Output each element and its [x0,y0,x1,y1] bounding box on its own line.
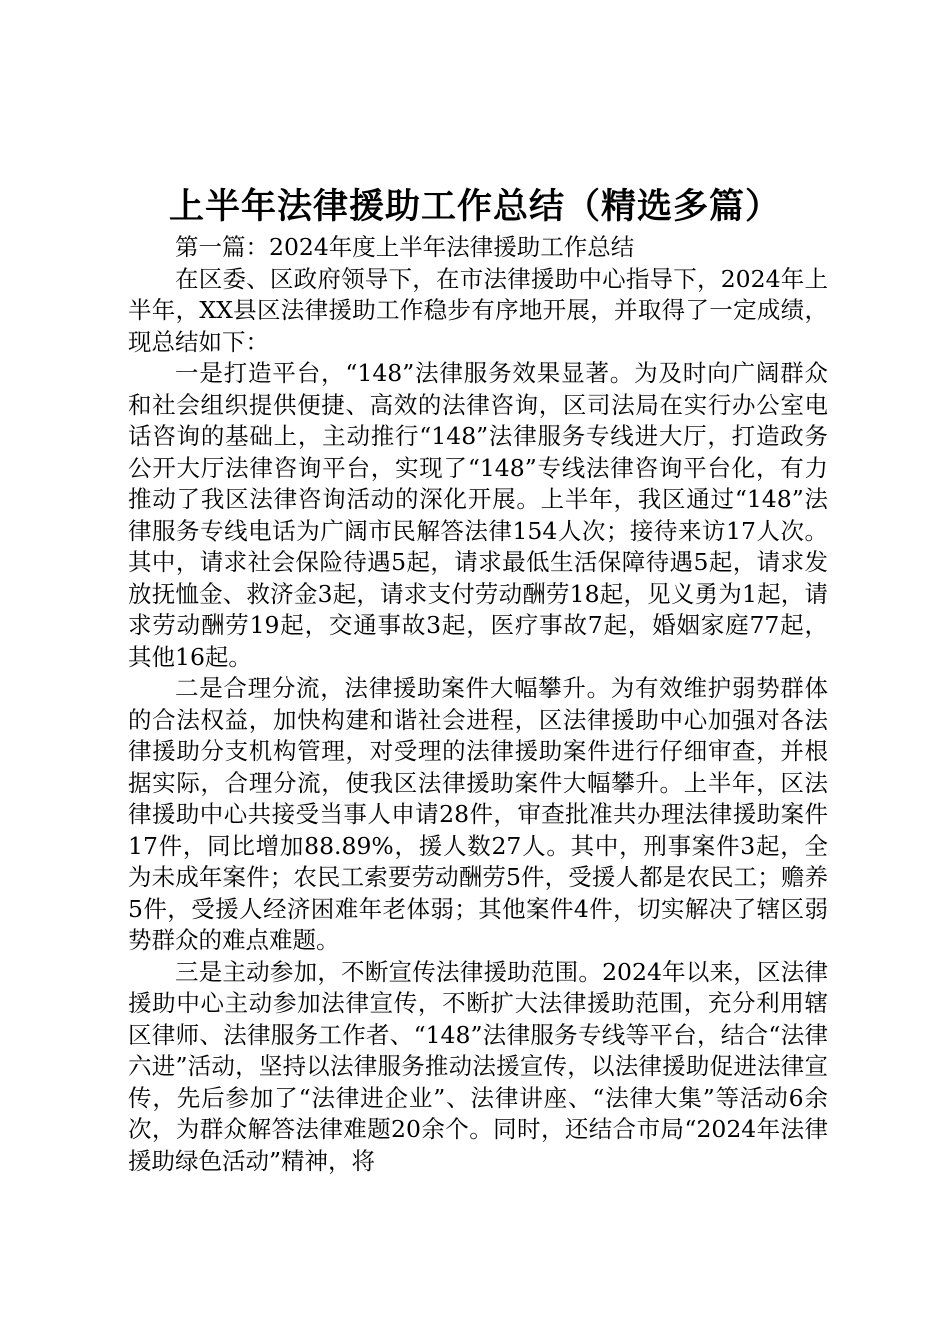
body-paragraph: 二是合理分流，法律援助案件大幅攀升。为有效维护弱势群体的合法权益，加快构建和谐社会进程，区法律援助中心加强对各法律援助分支机构管理，对受理的法律援助案件进行仔细审查，并根据实际，合理分流，使我区法律援助案件大幅攀升。上半年，区法律援助中心共接受当事人申请28件，审查批准共办理法律援助案件17件，同比增加88.89%，援人数27人。其中，刑事案件3起，全为未成年案件；农民工索要劳动酬劳5件，受援人都是农民工；赡养5件，受援人经济困难年老体弱；其他案件4件，切实解决了辖区弱势群众的难点难题。 [128,674,828,954]
document-title: 上半年法律援助工作总结（精选多篇） [168,187,781,227]
body-paragraph: 三是主动参加，不断宣传法律援助范围。2024年以来，区法律援助中心主动参加法律宣传，不断扩大法律援助范围，充分利用辖区律师、法律服务工作者、“148”法律服务专线等平台，结合“法律六进”活动，坚持以法律服务推动法援宣传，以法律援助促进法律宣传，先后参加了“法律进企业”、法律讲座、“法律大集”等活动6余次，为群众解答法律难题20余个。同时，还结合市局“2024年法律援助绿色活动”精神，将 [128,957,828,1175]
body-paragraph: 在区委、区政府领导下，在市法律援助中心指导下，2024年上半年，XX县区法律援助工作稳步有序地开展，并取得了一定成绩，现总结如下： [128,264,828,356]
body-paragraph: 一是打造平台，“148”法律服务效果显著。为及时向广阔群众和社会组织提供便捷、高效的法律咨询，区司法局在实行办公室电话咨询的基础上，主动推行“148”法律服务专线进大厅，打造政务公开大厅法律咨询平台，实现了“148”专线法律咨询平台化，有力推动了我区法律咨询活动的深化开展。上半年，我区通过“148”法律服务专线电话为广阔市民解答法律154人次；接待来访17人次。其中，请求社会保险待遇5起，请求最低生活保障待遇5起，请求发放抚恤金、救济金3起，请求支付劳动酬劳18起，见义勇为1起，请求劳动酬劳19起，交通事故3起，医疗事故7起，婚姻家庭77起，其他16起。 [128,359,828,671]
section-heading: 第一篇：2024年度上半年法律援助工作总结 [175,233,635,261]
document-body [128,232,828,1177]
